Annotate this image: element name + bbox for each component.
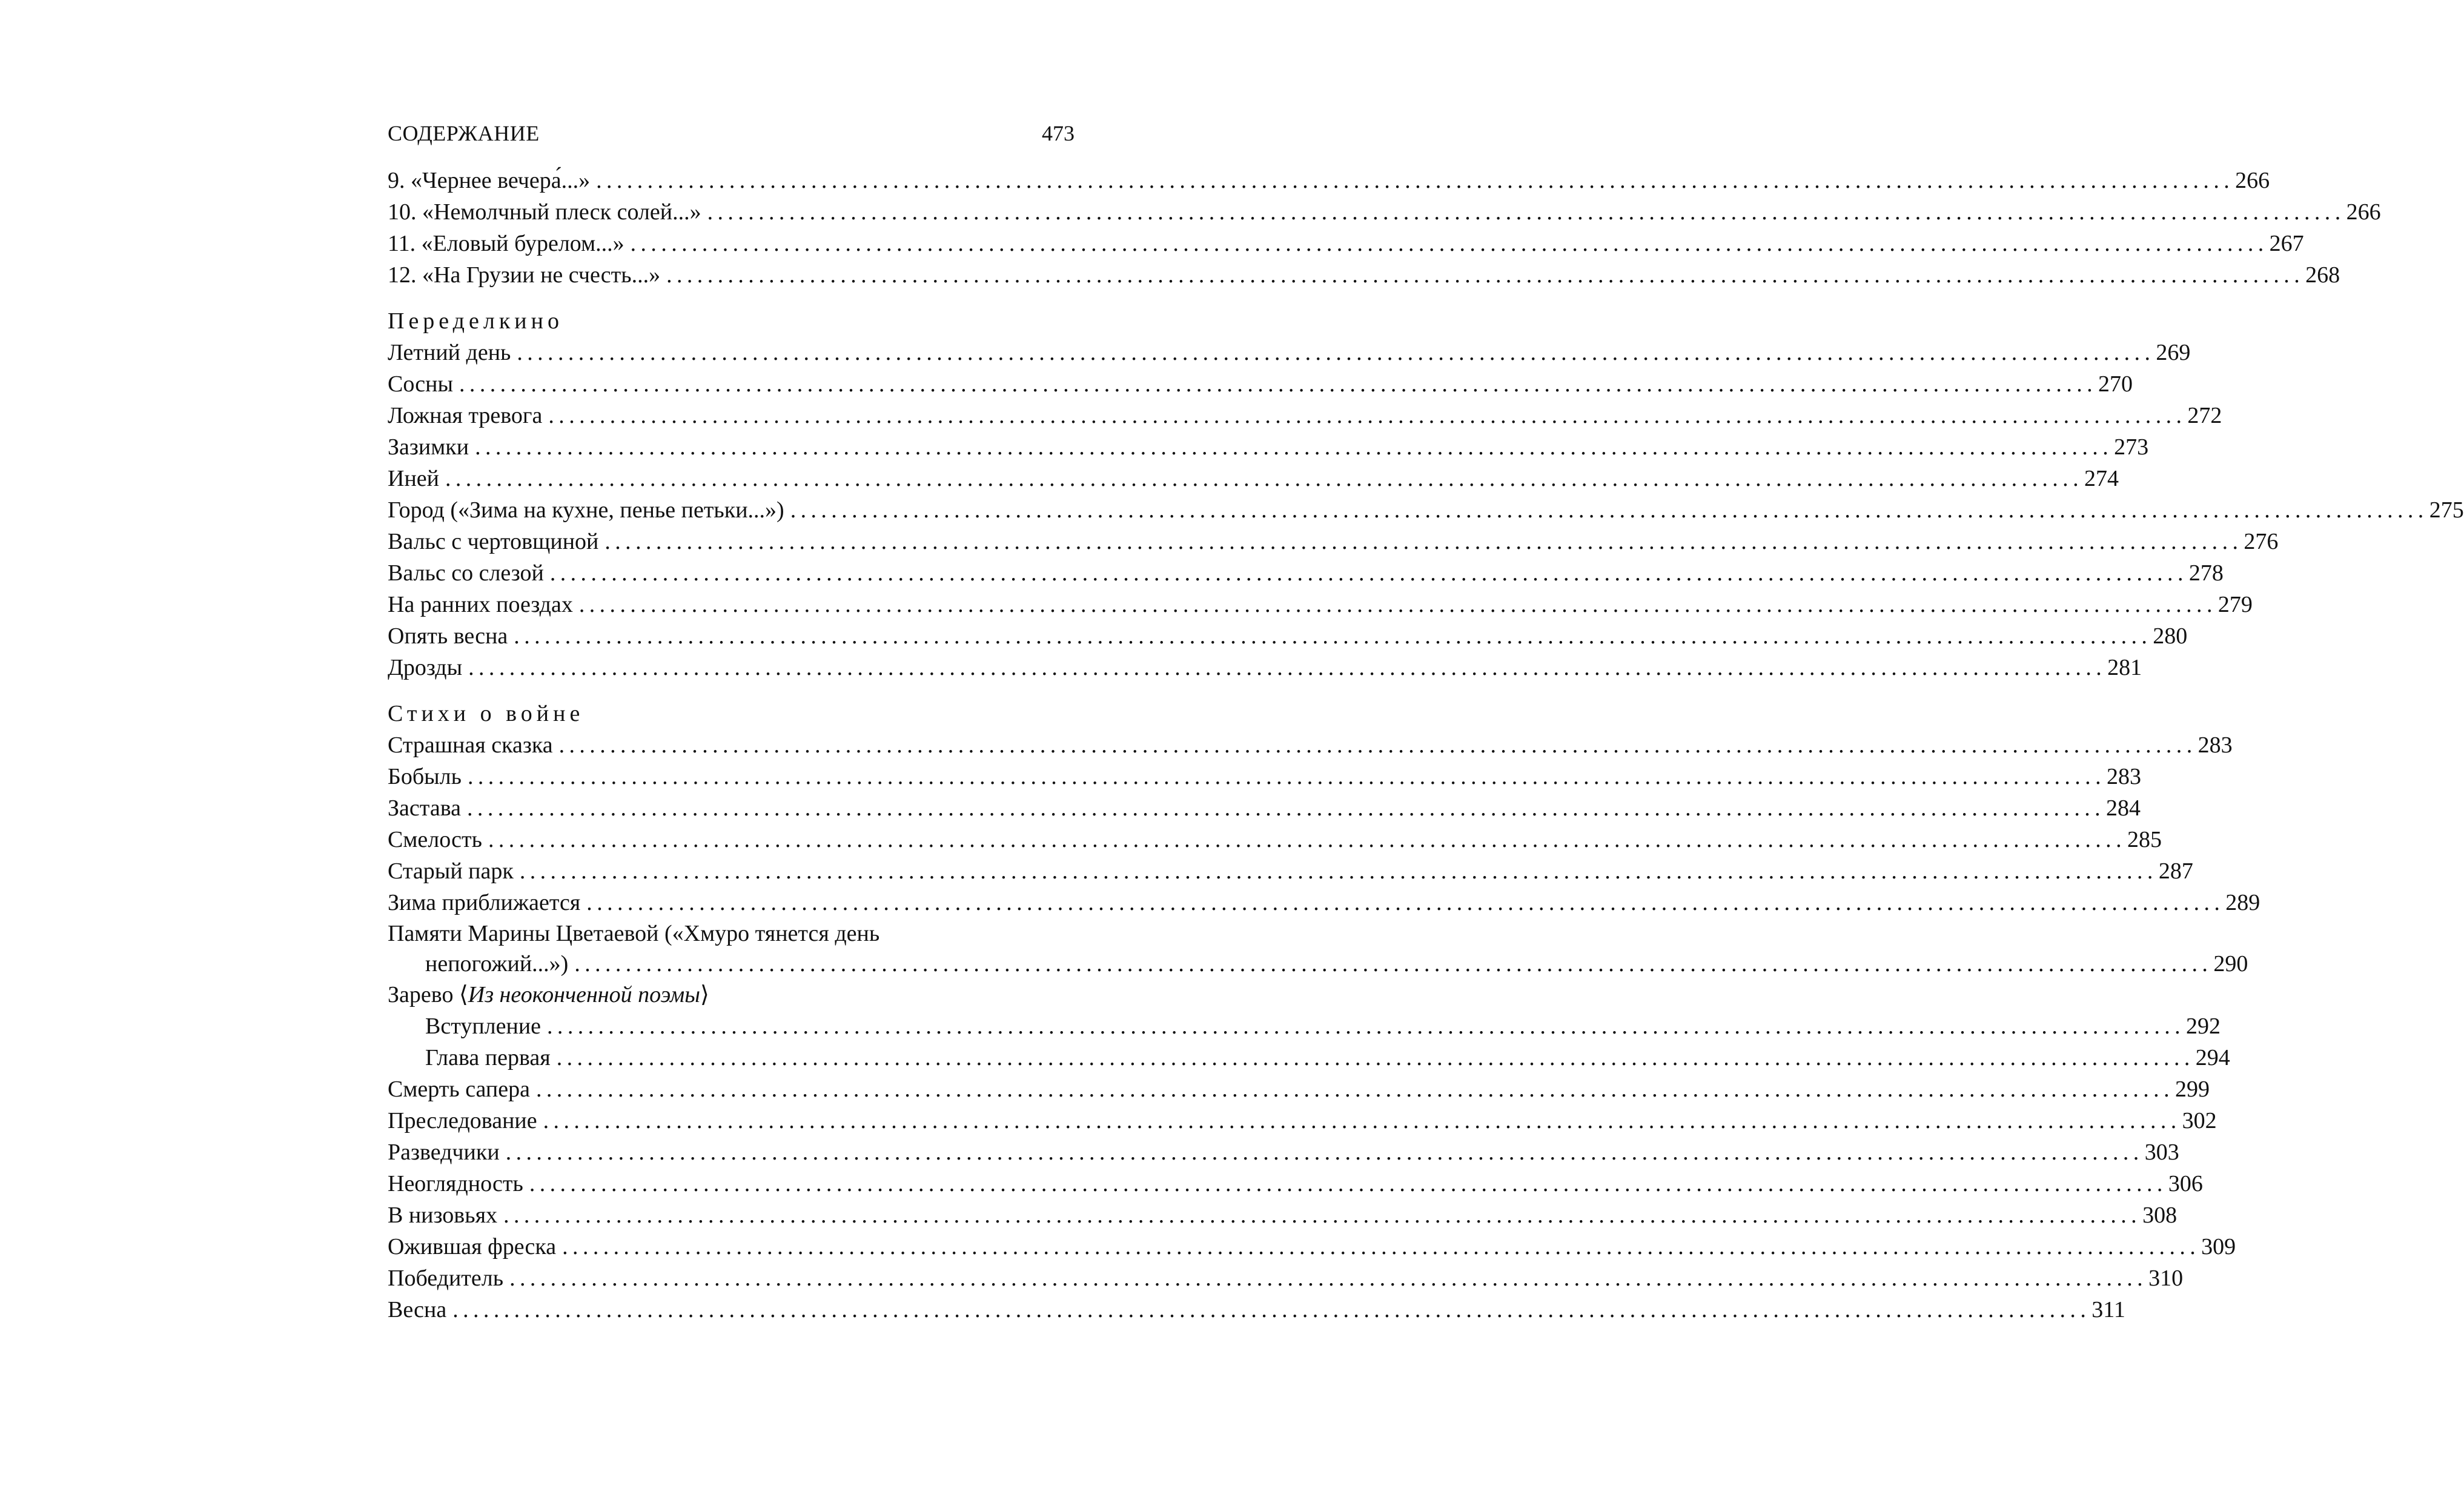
toc-entry-page: 311 — [2091, 1297, 2125, 1322]
toc-entry-title: Вальс со слезой — [388, 560, 544, 586]
toc-leader-dots: ................................................................................................................................................................ — [519, 858, 2158, 884]
toc-leader-dots: ................................................................................................................................................................ — [604, 529, 2243, 554]
toc-entry-page: 303 — [2144, 1140, 2179, 1165]
section-heading-war: Стихи о войне — [388, 701, 585, 726]
toc-entry — [388, 1168, 2203, 1199]
toc-leader-dots: ................................................................................................................................................................ — [467, 764, 2105, 789]
toc-entry-page: 266 — [2346, 199, 2381, 225]
toc-leader-dots: ................................................................................................................................................................ — [509, 1266, 2148, 1291]
toc-subentry — [388, 1010, 2221, 1042]
section-heading-peredelkino: Переделкино — [388, 308, 563, 334]
toc-entry-page: 267 — [2269, 231, 2304, 256]
toc-entry — [388, 526, 2279, 557]
toc-entry — [388, 729, 2233, 761]
toc-entry — [388, 165, 2270, 196]
running-head-title: СОДЕРЖАНИЕ — [388, 121, 540, 145]
running-head — [388, 119, 1075, 148]
toc-entry-subtitle: Из неоконченной поэмы — [468, 982, 700, 1007]
toc-entry-title: Весна — [388, 1297, 447, 1322]
toc-subentry-page: 294 — [2195, 1045, 2230, 1070]
toc-entry-title: 12. «На Грузии не счесть...» — [388, 262, 661, 288]
toc-subentry-title: Вступление — [425, 1014, 541, 1039]
toc-entry-title-line2: непогожий...») — [425, 951, 569, 977]
toc-entry-continuation — [388, 949, 2248, 979]
toc-entry — [388, 259, 2340, 291]
toc-entry-page: 289 — [2225, 890, 2260, 915]
toc-entry — [388, 589, 2253, 620]
toc-entry-title: Бобыль — [388, 764, 462, 789]
toc-entry-title: Неоглядность — [388, 1171, 523, 1196]
toc-entry-page: 273 — [2114, 434, 2149, 460]
toc-entry-title: Смелость — [388, 827, 482, 852]
toc-entry — [388, 887, 2260, 918]
toc-entry-title: Ожившая фреска — [388, 1234, 557, 1259]
toc-entry — [388, 855, 2193, 887]
toc-subentry — [388, 1042, 2230, 1073]
toc-entry-page: 299 — [2174, 1077, 2210, 1102]
toc-entry — [388, 400, 2222, 431]
toc-entry-title: Город («Зима на кухне, пенье петьки...») — [388, 497, 784, 523]
toc-entry-page: 287 — [2158, 858, 2193, 884]
toc-entry-page: 306 — [2168, 1171, 2203, 1196]
book-page — [388, 119, 2464, 1391]
toc-entry — [388, 337, 2191, 368]
toc-entry — [388, 1231, 2236, 1262]
toc-entry-page: 281 — [2107, 655, 2142, 680]
toc-entry-page: 283 — [2106, 764, 2141, 789]
toc-entry-title: Смерть сапера — [388, 1077, 530, 1102]
toc-entry-page: 285 — [2127, 827, 2162, 852]
toc-leader-dots: ................................................................................................................................................................ — [707, 199, 2345, 225]
toc-leader-dots: ................................................................................................................................................................ — [467, 795, 2105, 821]
toc-entry-title: Иней — [388, 466, 439, 491]
toc-entry-page: 272 — [2187, 403, 2222, 428]
toc-entry-title: Вальс с чертовщиной — [388, 529, 599, 554]
toc-entry — [388, 228, 2304, 259]
toc-entry — [388, 557, 2224, 589]
angle-bracket-open: ⟨ — [459, 982, 468, 1007]
toc-entry-page: 270 — [2098, 371, 2133, 397]
toc-entry — [388, 1262, 2184, 1294]
toc-entry-title: Преследование — [388, 1108, 537, 1133]
toc-entry-title: 10. «Немолчный плеск солей...» — [388, 199, 701, 225]
toc-entry-page: 278 — [2188, 560, 2224, 586]
toc-entry-title: Зима приближается — [388, 890, 581, 915]
toc-entry-title: Опять весна — [388, 623, 508, 649]
toc-entry-page: 302 — [2182, 1108, 2217, 1133]
toc-subentry-page: 292 — [2186, 1014, 2221, 1039]
toc-entry-title-line1: Памяти Марины Цветаевой («Хмуро тянется день — [388, 921, 880, 946]
toc-leader-dots: ................................................................................................................................................................ — [574, 951, 2213, 977]
toc-entry-page: 269 — [2156, 340, 2191, 365]
toc-section-peredelkino — [388, 337, 2464, 683]
toc-leader-dots: ................................................................................................................................................................ — [562, 1234, 2201, 1259]
toc-leader-dots: ................................................................................................................................................................ — [517, 340, 2155, 365]
toc-entry-title: Старый парк — [388, 858, 514, 884]
toc-entry-title: Зарево — [388, 982, 454, 1007]
toc-entry-title: Летний день — [388, 340, 511, 365]
toc-leader-dots: ................................................................................................................................................................ — [596, 168, 2234, 193]
toc-entry-page: 279 — [2217, 592, 2253, 617]
toc-leader-dots: ................................................................................................................................................................ — [630, 231, 2268, 256]
toc-leader-dots: ................................................................................................................................................................ — [488, 827, 2126, 852]
toc-entry-page: 266 — [2235, 168, 2270, 193]
toc-leader-dots: ................................................................................................................................................................ — [548, 403, 2187, 428]
page-number: 473 — [1042, 121, 1075, 145]
toc-entry-title: Ложная тревога — [388, 403, 543, 428]
toc-entry-page: 308 — [2142, 1203, 2178, 1228]
toc-entry — [388, 761, 2141, 792]
toc-entry-tsvetaeva — [388, 918, 2248, 979]
toc-entry-page: 309 — [2201, 1234, 2236, 1259]
toc-entry-title: На ранних поездах — [388, 592, 573, 617]
toc-leader-dots: ................................................................................................................................................................ — [543, 1108, 2181, 1133]
toc-section-war — [388, 729, 2260, 1325]
toc-leader-dots: ................................................................................................................................................................ — [475, 434, 2113, 460]
toc-leader-dots: ................................................................................................................................................................ — [505, 1140, 2144, 1165]
toc-entry — [388, 431, 2149, 463]
toc-entry-title: Страшная сказка — [388, 732, 553, 758]
toc-leader-dots: ................................................................................................................................................................ — [586, 890, 2225, 915]
toc-group-top — [388, 165, 2381, 291]
toc-leader-dots: ................................................................................................................................................................ — [558, 732, 2197, 758]
toc-subentry-title: Глава первая — [425, 1045, 551, 1070]
toc-leader-dots: ................................................................................................................................................................ — [468, 655, 2107, 680]
toc-entry-title: Разведчики — [388, 1140, 500, 1165]
toc-leader-dots: ................................................................................................................................................................ — [503, 1203, 2142, 1228]
toc-entry-page: 276 — [2244, 529, 2279, 554]
toc-entry — [388, 1073, 2210, 1105]
toc-entry-zarevo — [388, 979, 1075, 1010]
angle-bracket-close: ⟩ — [700, 982, 709, 1007]
toc-leader-dots: ................................................................................................................................................................ — [459, 371, 2098, 397]
toc-entry-page: 283 — [2197, 732, 2233, 758]
toc-entry — [388, 792, 2141, 824]
toc-entry-title: Дрозды — [388, 655, 463, 680]
toc-leader-dots: ................................................................................................................................................................ — [514, 623, 2152, 649]
toc-entry-page: 275 — [2429, 497, 2464, 523]
toc-entry-title: Застава — [388, 795, 462, 821]
toc-entry — [388, 1294, 2125, 1325]
toc-leader-dots: ................................................................................................................................................................ — [666, 262, 2305, 288]
toc-leader-dots: ................................................................................................................................................................ — [578, 592, 2217, 617]
toc-entry — [388, 1199, 2178, 1231]
toc-entry-page: 280 — [2153, 623, 2188, 649]
toc-entry-title: 9. «Чернее вечера́...» — [388, 168, 591, 193]
toc-entry-page: 268 — [2305, 262, 2340, 288]
toc-entry — [388, 196, 2381, 228]
toc-entry-page: 274 — [2084, 466, 2119, 491]
toc-entry — [388, 368, 2133, 400]
toc-leader-dots: ................................................................................................................................................................ — [790, 497, 2428, 523]
toc-entry — [388, 1136, 2179, 1168]
toc-leader-dots: ................................................................................................................................................................ — [445, 466, 2083, 491]
toc-entry-page: 290 — [2213, 951, 2248, 977]
toc-entry — [388, 620, 2188, 652]
toc-entry-title: Сосны — [388, 371, 454, 397]
toc-leader-dots: ................................................................................................................................................................ — [529, 1171, 2167, 1196]
toc-entry — [388, 494, 2464, 526]
toc-entry-title: Зазимки — [388, 434, 469, 460]
toc-leader-dots: ................................................................................................................................................................ — [556, 1045, 2194, 1070]
toc-entry-title: Победитель — [388, 1266, 504, 1291]
toc-entry — [388, 463, 2119, 494]
toc-leader-dots: ................................................................................................................................................................ — [549, 560, 2188, 586]
toc-entry-title: В низовьях — [388, 1203, 498, 1228]
toc-entry — [388, 652, 2142, 683]
toc-entry-page: 310 — [2148, 1266, 2184, 1291]
toc-leader-dots: ................................................................................................................................................................ — [547, 1014, 2185, 1039]
toc-entry-page: 284 — [2106, 795, 2141, 821]
toc-leader-dots: ................................................................................................................................................................ — [535, 1077, 2174, 1102]
toc-entry-title: 11. «Еловый бурелом...» — [388, 231, 624, 256]
toc-leader-dots: ................................................................................................................................................................ — [452, 1297, 2091, 1322]
toc-entry — [388, 824, 2162, 855]
toc-entry — [388, 1105, 2217, 1136]
